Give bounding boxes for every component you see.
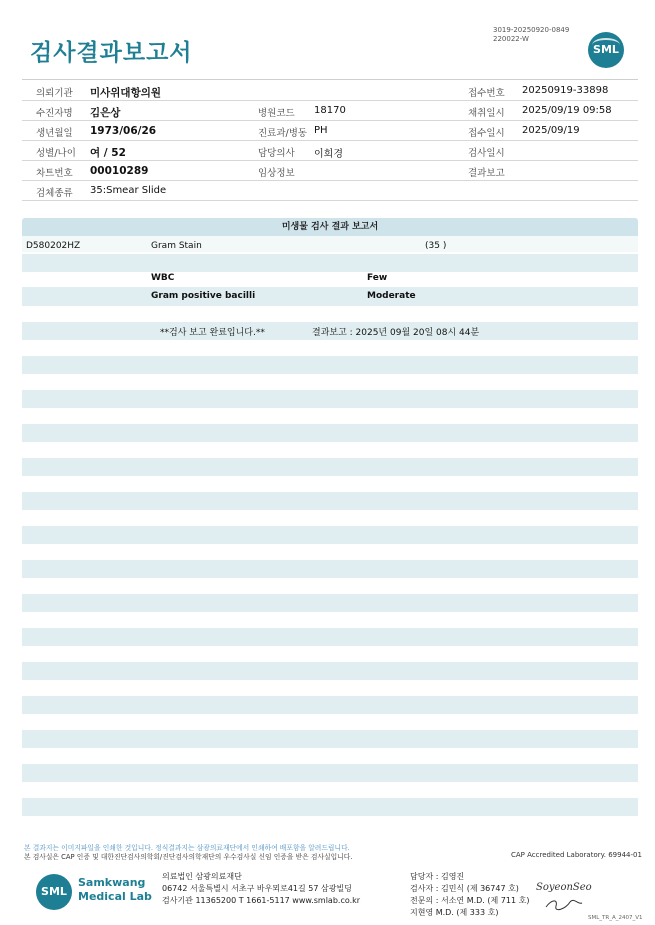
document-id xyxy=(493,26,569,44)
result-band xyxy=(22,594,638,612)
staff-line: 전문의 : 서소연 M.D. (제 711 호) xyxy=(410,896,530,905)
lab-name xyxy=(78,876,152,904)
result-band xyxy=(22,560,638,578)
patient-info-row xyxy=(22,160,638,181)
field-value: 여 / 52 xyxy=(90,147,126,159)
result-band xyxy=(22,458,638,476)
field-label: 병원코드 xyxy=(258,108,295,119)
staff-list xyxy=(410,871,529,919)
document-id-line: 3019-20250920-0849 xyxy=(493,26,570,34)
field-label: 수진자명 xyxy=(36,108,73,119)
field-label: 접수번호 xyxy=(468,88,505,99)
result-band xyxy=(22,798,638,816)
result-band xyxy=(22,730,638,748)
result-band xyxy=(22,696,638,714)
field-value: 미사위대항의원 xyxy=(90,87,162,99)
image-notice: 본 결과지는 이미지파일을 인쇄한 것입니다. 정식결과지는 삼광의료재단에서 인쇄하여 배포함을 알려드립니다. xyxy=(24,844,350,852)
field-label: 채취일시 xyxy=(468,108,505,119)
patient-info-row xyxy=(22,120,638,141)
field-value: 1973/06/26 xyxy=(90,125,157,137)
field-value: 이희경 xyxy=(314,149,343,160)
field-value: 20250919-33898 xyxy=(522,85,609,96)
field-value: PH xyxy=(314,125,328,136)
lab-info-line: 의료법인 삼광의료재단 xyxy=(162,872,242,881)
signature-scribble xyxy=(544,896,584,915)
samkwang-logo xyxy=(36,874,72,910)
field-label: 생년월일 xyxy=(36,128,73,139)
staff-line: 지현영 M.D. (제 333 호) xyxy=(410,908,499,917)
report-title: 검사결과보고서 xyxy=(30,40,193,66)
test-count: (35 ) xyxy=(425,241,447,251)
lab-info xyxy=(162,871,360,907)
lab-name-line: Samkwang xyxy=(78,876,146,889)
result-band xyxy=(22,424,638,442)
result-value: Moderate xyxy=(367,291,416,301)
result-band xyxy=(22,390,638,408)
field-label: 의뢰기관 xyxy=(36,88,73,99)
result-name: WBC xyxy=(151,273,175,283)
field-label: 성별/나이 xyxy=(36,148,76,159)
result-band xyxy=(22,254,638,272)
lab-info-line: 검사기관 11365200 T 1661-5117 www.smlab.co.kr xyxy=(162,896,361,905)
logo-text: SML xyxy=(41,885,67,898)
report-heading: 미생물 검사 결과 보고서 xyxy=(22,218,638,236)
cap-accreditation: CAP Accredited Laboratory. 69944-01 xyxy=(511,851,642,859)
result-value: Few xyxy=(367,273,388,283)
field-label: 검사일시 xyxy=(468,148,505,159)
field-label: 차트번호 xyxy=(36,168,73,179)
field-value: 00010289 xyxy=(90,165,149,177)
result-band xyxy=(22,628,638,646)
result-band xyxy=(22,356,638,374)
lab-name-line: Medical Lab xyxy=(78,890,152,903)
field-label: 검체종류 xyxy=(36,188,73,199)
field-label: 진료과/병동 xyxy=(258,128,308,139)
document-id-line: 220022-W xyxy=(493,35,529,43)
field-value: 35:Smear Slide xyxy=(90,185,167,196)
result-name: Gram positive bacilli xyxy=(151,291,256,301)
report-complete-text: **검사 보고 완료입니다.** xyxy=(160,328,265,338)
field-label: 담당의사 xyxy=(258,148,295,159)
patient-info-row xyxy=(22,140,638,161)
staff-line: 검사자 : 김민식 (제 36747 호) xyxy=(410,884,519,893)
field-value: 2025/09/19 xyxy=(522,125,580,136)
staff-line: 담당자 : 김영진 xyxy=(410,872,465,881)
field-label: 임상정보 xyxy=(258,168,295,179)
test-code: D580202HZ xyxy=(26,241,81,251)
field-value: 2025/09/19 09:58 xyxy=(522,105,612,116)
patient-info-row xyxy=(22,80,638,101)
field-value: 김은상 xyxy=(90,107,121,119)
lab-info-line: 06742 서울특별시 서초구 바우뫼로41길 57 삼광빌딩 xyxy=(162,884,352,893)
field-label: 결과보고 xyxy=(468,168,505,179)
test-name: Gram Stain xyxy=(151,241,202,251)
patient-info-row xyxy=(22,180,638,201)
report-time: 결과보고 : 2025년 09월 20일 08시 44분 xyxy=(312,328,480,338)
certification-text: 본 검사실은 CAP 인증 및 대한진단검사의학회/진단검사의학재단의 우수검사실 신임 인증을 받은 검사실입니다. xyxy=(24,853,353,861)
signature: SoyeonSeo xyxy=(536,882,592,893)
result-band xyxy=(22,764,638,782)
result-band xyxy=(22,236,638,252)
field-label: 접수일시 xyxy=(468,128,505,139)
result-band xyxy=(22,287,638,304)
form-code: SML_TR_A_2407_V1 xyxy=(588,915,643,921)
field-value: 18170 xyxy=(314,105,346,116)
sml-logo xyxy=(588,32,624,68)
result-band xyxy=(22,526,638,544)
patient-info-row xyxy=(22,100,638,121)
result-band xyxy=(22,662,638,680)
logo-text: SML xyxy=(593,43,619,56)
result-band xyxy=(22,492,638,510)
